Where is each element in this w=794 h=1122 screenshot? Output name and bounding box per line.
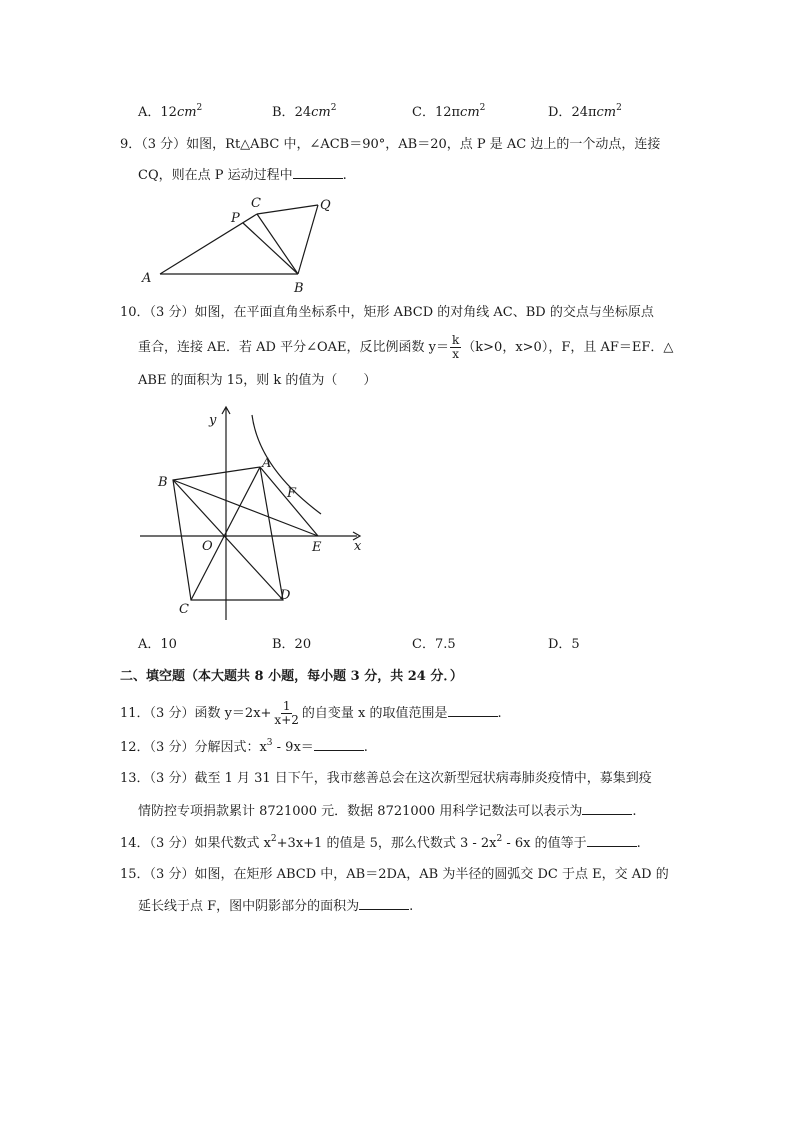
- q10-label-o: O: [202, 539, 213, 554]
- q8-option-d: D．24πcm$^2$: [548, 103, 622, 120]
- q15-text-line2: 延长线于点 F，图中阴影部分的面积为 .: [138, 899, 414, 914]
- q10-text-line3: ABE 的面积为 15，则 k 的值为（ ）: [138, 373, 377, 388]
- q10-label-d: D: [280, 588, 291, 603]
- q9-answer-blank: [293, 166, 343, 179]
- q12-text: 12．（3 分）分解因式：$x^3 - 9x=$ .: [120, 738, 368, 755]
- q10-figure: [135, 400, 375, 625]
- q8-option-b: B．$24cm^2$: [272, 103, 337, 120]
- q14-text: 14．（3 分）如果代数式 $x^2+3x+1$ 的值是 5，那么代数式 $3 - 2x^2 - 6x$ 的值等于 .: [120, 834, 641, 851]
- q10-text-line1: 10．（3 分）如图，在平面直角坐标系中，矩形 ABCD 的对角线 AC、BD 的交点与坐标原点: [120, 305, 654, 320]
- q15-text-line1: 15．（3 分）如图，在矩形 ABCD 中，AB＝2DA，AB 为半径的圆弧交 DC 于点 E，交 AD 的: [120, 867, 669, 882]
- q10-label-a: A: [262, 456, 272, 471]
- q9-label-c: C: [251, 196, 261, 211]
- q12-answer-blank: [314, 738, 364, 751]
- q9-label-q: Q: [320, 198, 331, 213]
- q9-figure: [130, 190, 350, 295]
- q11-text: 11．（3 分）函数 y＝2x+ $\frac{1}{x+2}$ 的自变量 x 的取值范围是 .: [120, 699, 502, 727]
- q10-label-f: F: [287, 486, 297, 501]
- q10-label-e: E: [312, 540, 322, 555]
- q8-option-c: C．12πcm$^2$: [412, 103, 486, 120]
- q13-text-line1: 13．（3 分）截至 1 月 31 日下午，我市慈善总会在这次新型冠状病毒肺炎疫情中，募集到疫: [120, 771, 652, 786]
- q10-option-d: D．5: [548, 637, 580, 652]
- q10-text-line2: 重合，连接 AE．若 AD 平分∠OAE，反比例函数 y＝ $\frac{k}{x}$ （k>0，x>0），F，且 AF＝EF．△: [138, 333, 674, 361]
- q15-answer-blank: [359, 897, 409, 910]
- q9-label-p: P: [231, 211, 240, 226]
- section-heading-fill-in: 二、填空题（本大题共 8 小题，每小题 3 分，共 24 分．）: [120, 669, 463, 684]
- q13-text-line2: 情防控专项捐款累计 8721000 元．数据 8721000 用科学记数法可以表示为 .: [138, 804, 637, 819]
- q10-option-a: A．10: [138, 637, 177, 652]
- q11-answer-blank: [448, 704, 498, 717]
- q10-option-c: C．7.5: [412, 637, 456, 652]
- q9-label-b: B: [294, 281, 304, 295]
- q10-fraction: $\frac{k}{x}$: [452, 333, 460, 361]
- q10-option-b: B．20: [272, 637, 312, 652]
- q10-label-y: y: [209, 413, 217, 428]
- q9-text-line1: 9．（3 分）如图，Rt△ABC 中，∠ACB＝90°，AB＝20，点 P 是 AC 边上的一个动点，连接: [120, 137, 661, 152]
- q10-label-x: x: [354, 539, 362, 554]
- q9-text-line2: CQ，则在点 P 运动过程中 .: [138, 168, 347, 183]
- q9-label-a: A: [142, 271, 152, 286]
- q13-answer-blank: [582, 802, 632, 815]
- q10-label-c: C: [179, 602, 189, 617]
- q11-fraction: $\frac{1}{x+2}$: [274, 699, 299, 727]
- q10-label-b: B: [158, 475, 168, 490]
- q8-option-a: A．$12cm^2$: [138, 103, 203, 120]
- q14-answer-blank: [587, 834, 637, 847]
